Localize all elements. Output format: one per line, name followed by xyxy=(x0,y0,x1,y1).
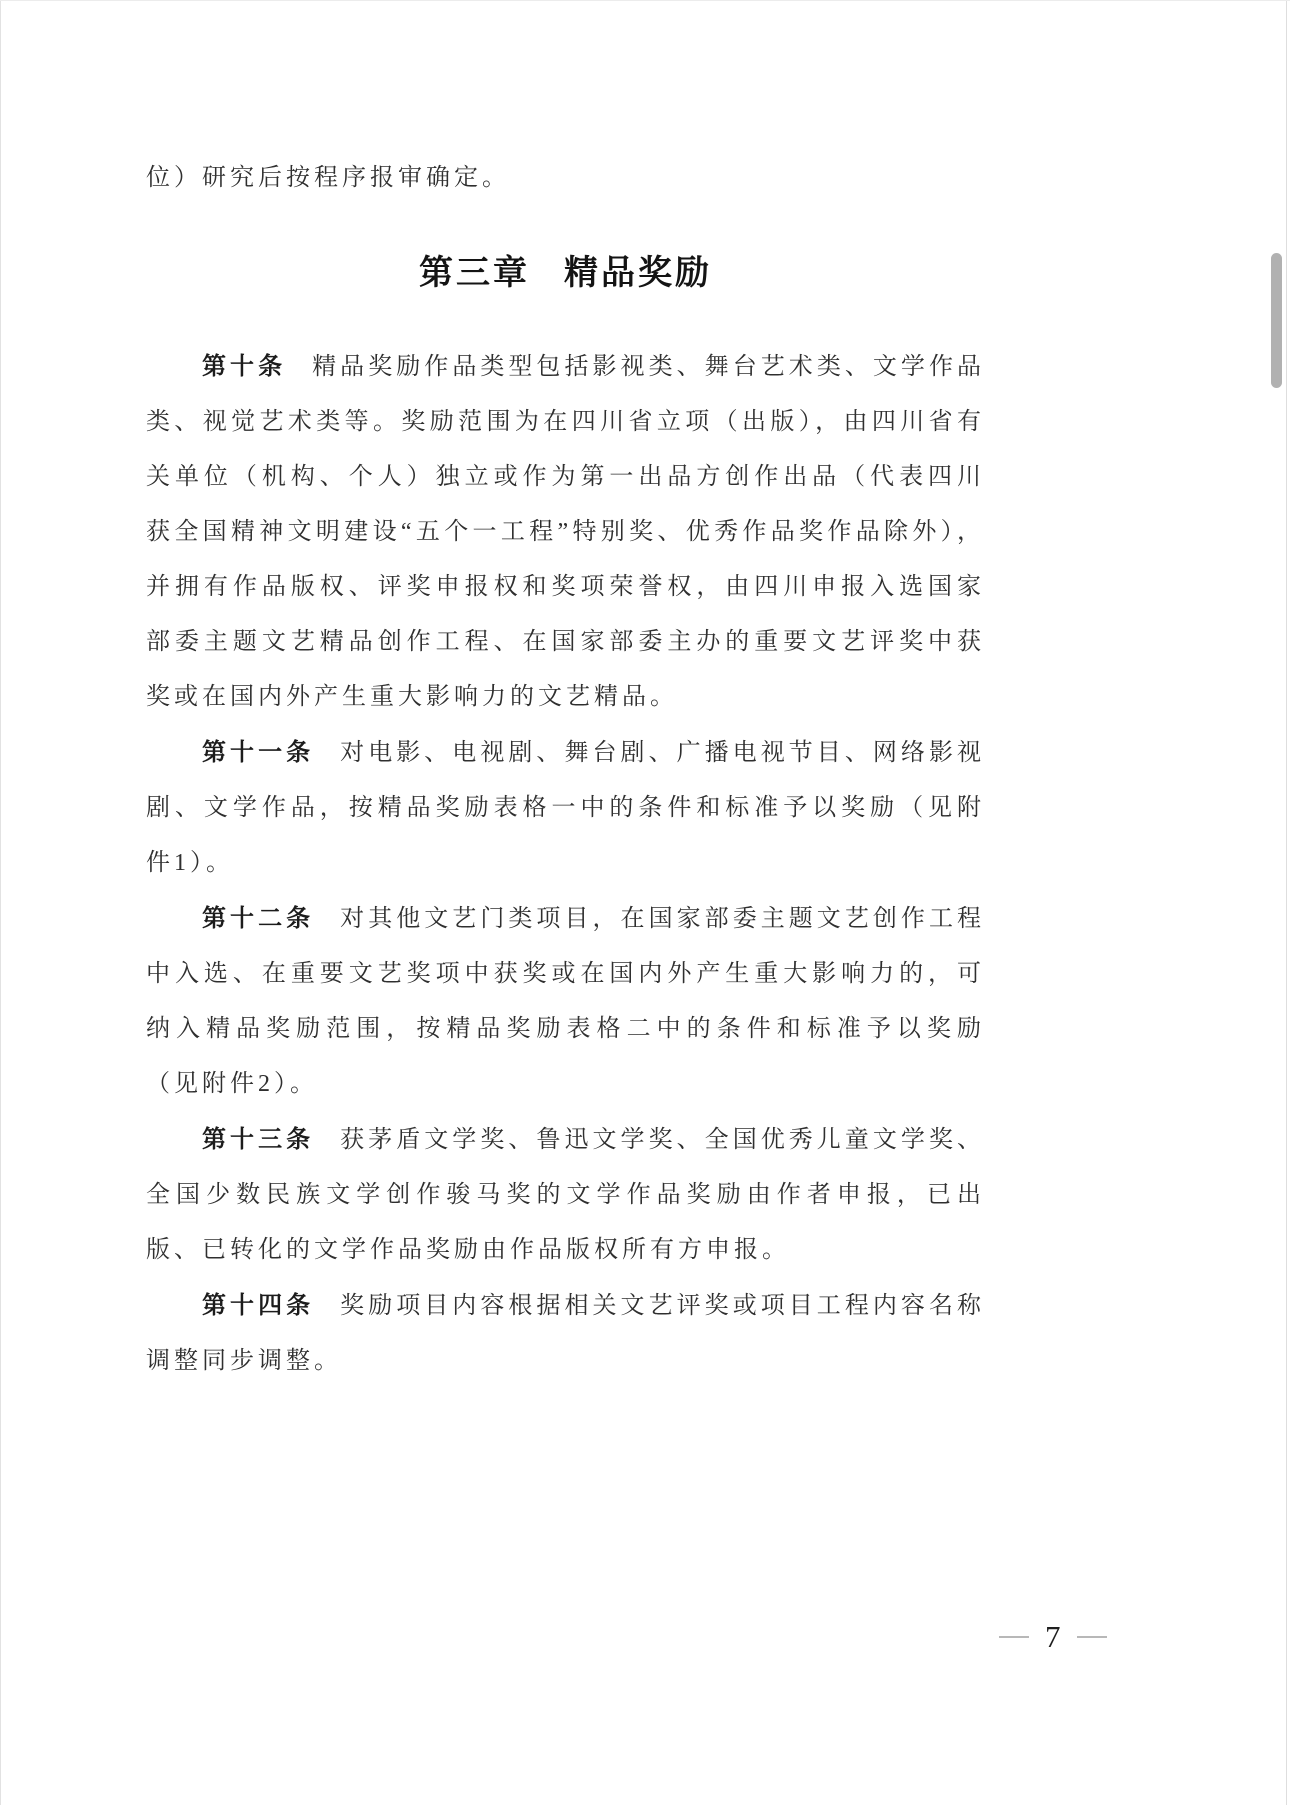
article-paragraph-14 xyxy=(146,1278,985,1389)
page-number xyxy=(999,1619,1107,1655)
page-number-dash-right xyxy=(1077,1636,1107,1638)
article-paragraph-11 xyxy=(146,725,985,891)
chapter-heading xyxy=(146,246,985,301)
chapter-number: 第三章 xyxy=(419,254,530,292)
paragraph-continuation: 位）研究后按程序报审确定。 xyxy=(146,165,510,191)
article-paragraph-10 xyxy=(146,339,985,725)
article-paragraph-13 xyxy=(146,1112,985,1278)
scrollbar-thumb[interactable] xyxy=(1271,253,1282,388)
article-text-13: 获茅盾文学奖、鲁迅文学奖、全国优秀儿童文学奖、全国少数民族文学创作骏马奖的文学作品奖励由作者申报，已出版、已转化的文学作品奖励由作品版权所有方申报。 xyxy=(146,1127,986,1263)
article-text-12: 对其他文艺门类项目，在国家部委主题文艺创作工程中入选、在重要文艺奖项中获奖或在国内外产生重大影响力的，可纳入精品奖励范围，按精品奖励表格二中的条件和标准予以奖励（见附件2）。 xyxy=(146,906,986,1097)
article-text-10: 精品奖励作品类型包括影视类、舞台艺术类、文学作品类、视觉艺术类等。奖励范围为在四川省立项（出版），由四川省有关单位（机构、个人）独立或作为第一出品方创作出品（代表四川获全国精神文明建设“五个一工程”特别奖、优秀作品奖作品除外），并拥有作品版权、评奖申报权和奖项荣誉权，由四川申报入选国家部委主题文艺精品创作工程、在国家部委主办的重要文艺评奖中获奖或在国内外产生重大影响力的文艺精品。 xyxy=(146,354,986,710)
article-label-13: 第十三条 xyxy=(202,1126,315,1153)
article-label-12: 第十二条 xyxy=(202,905,315,932)
page-number-dash-left xyxy=(999,1636,1029,1638)
article-label-11: 第十一条 xyxy=(202,739,315,766)
chapter-title: 精品奖励 xyxy=(564,254,712,292)
page-number-value: 7 xyxy=(1045,1619,1061,1654)
article-text-14: 奖励项目内容根据相关文艺评奖或项目工程内容名称调整同步调整。 xyxy=(146,1293,986,1374)
article-label-10: 第十条 xyxy=(202,353,287,380)
article-label-14: 第十四条 xyxy=(202,1292,315,1319)
article-text-11: 对电影、电视剧、舞台剧、广播电视节目、网络影视剧、文学作品，按精品奖励表格一中的条件和标准予以奖励（见附件1）。 xyxy=(146,740,986,876)
scrollbar-track[interactable] xyxy=(1286,1,1287,1805)
article-paragraph-12 xyxy=(146,891,985,1112)
document-page xyxy=(0,1,1290,1805)
